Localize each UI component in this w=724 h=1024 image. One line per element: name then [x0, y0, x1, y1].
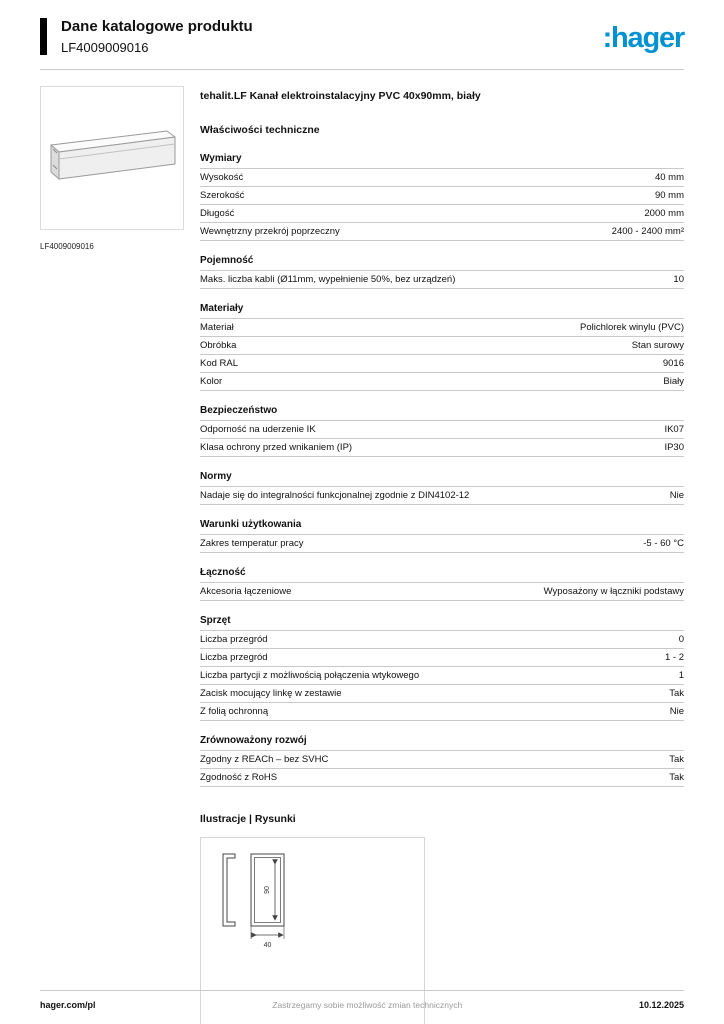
dimension-width-label: 40: [263, 942, 272, 950]
spec-row: [200, 355, 684, 373]
spec-row: [200, 439, 684, 457]
spec-section: [200, 564, 684, 601]
section-heading: Sprzęt: [200, 612, 684, 631]
spec-value: Nie: [669, 490, 684, 502]
section-heading: Zrównoważony rozwój: [200, 732, 684, 751]
product-code: LF4009009016: [61, 39, 149, 55]
footer-disclaimer: Zastrzegamy sobie możliwość zmian technicznych: [272, 1000, 463, 1010]
spec-row: [200, 187, 684, 205]
spec-row: [200, 751, 684, 769]
spec-label: Wewnętrzny przekrój poprzeczny: [200, 226, 340, 238]
spec-label: Kolor: [200, 376, 223, 388]
spec-section: [200, 468, 684, 505]
section-heading: Bezpieczeństwo: [200, 402, 684, 421]
spec-value: 9016: [662, 358, 684, 370]
header: [40, 18, 684, 55]
spec-label: Akcesoria łączeniowe: [200, 586, 292, 598]
footer-link[interactable]: hager.com/pl: [40, 1000, 96, 1010]
spec-section: [200, 732, 684, 787]
header-text-block: [61, 18, 253, 55]
spec-label: Wysokość: [200, 172, 244, 184]
footer-date: 10.12.2025: [638, 1000, 684, 1010]
spec-section: [200, 252, 684, 289]
spec-value: 10: [673, 274, 684, 286]
spec-section: [200, 300, 684, 391]
spec-row: [200, 631, 684, 649]
spec-section: [200, 612, 684, 721]
spec-row: [200, 205, 684, 223]
spec-label: Liczba przegród: [200, 652, 268, 664]
spec-value: IK07: [664, 424, 684, 436]
spec-label: Klasa ochrony przed wnikaniem (IP): [200, 442, 353, 454]
spec-row: [200, 685, 684, 703]
spec-section: [200, 516, 684, 553]
spec-row: [200, 769, 684, 787]
spec-value: 90 mm: [654, 190, 684, 202]
header-titles: [40, 18, 253, 55]
spec-value: 2400 - 2400 mm²: [611, 226, 684, 238]
spec-row: [200, 271, 684, 289]
tech-properties-heading: Właściwości techniczne: [200, 124, 320, 137]
spec-label: Zacisk mocujący linkę w zestawie: [200, 688, 342, 700]
spec-row: [200, 223, 684, 241]
spec-label: Liczba przegród: [200, 634, 268, 646]
spec-value: Tak: [669, 688, 684, 700]
spec-sections: [200, 150, 684, 787]
spec-row: [200, 667, 684, 685]
spec-section: [200, 150, 684, 241]
spec-label: Liczba partycji z możliwością połączenia wtykowego: [200, 670, 420, 682]
illustrations-heading: Ilustracje | Rysunki: [200, 813, 296, 826]
spec-label: Obróbka: [200, 340, 237, 352]
section-heading: Łączność: [200, 564, 684, 583]
footer: [40, 990, 684, 1010]
product-image: [40, 86, 184, 230]
spec-label: Nadaje się do integralności funkcjonalnej zgodnie z DIN4102-12: [200, 490, 470, 502]
section-heading: Pojemność: [200, 252, 684, 271]
spec-value: Tak: [669, 754, 684, 766]
spec-label: Kod RAL: [200, 358, 239, 370]
page-title: Dane katalogowe produktu: [61, 18, 253, 35]
product-image-column: [40, 86, 186, 251]
spec-label: Odporność na uderzenie IK: [200, 424, 316, 436]
spec-value: Biały: [663, 376, 684, 388]
trunking-illustration: [41, 87, 183, 229]
product-title: tehalit.LF Kanał elektroinstalacyjny PVC 40x90mm, biały: [200, 90, 481, 103]
spec-label: Maks. liczba kabli (Ø11mm, wypełnienie 50%, bez urządzeń): [200, 274, 456, 286]
spec-value: 2000 mm: [644, 208, 684, 220]
spec-label: Zgodny z REACh – bez SVHC: [200, 754, 329, 766]
spec-row: [200, 703, 684, 721]
main-content: [40, 86, 684, 1024]
spec-value: IP30: [664, 442, 684, 454]
hager-logo: :hager: [602, 22, 684, 54]
spec-label: Materiał: [200, 322, 234, 334]
section-heading: Wymiary: [200, 150, 684, 169]
dimension-height-label: 90: [264, 886, 271, 895]
header-accent-bar: [40, 18, 47, 55]
spec-value: Tak: [669, 772, 684, 784]
section-heading: Normy: [200, 468, 684, 487]
spec-row: [200, 421, 684, 439]
spec-section: [200, 402, 684, 457]
spec-row: [200, 649, 684, 667]
spec-label: Zgodność z RoHS: [200, 772, 278, 784]
spec-row: [200, 487, 684, 505]
spec-label: Szerokość: [200, 190, 245, 202]
spec-value: Nie: [669, 706, 684, 718]
spec-row: [200, 169, 684, 187]
spec-column: [186, 86, 684, 1024]
spec-value: 1 - 2: [664, 652, 684, 664]
spec-row: [200, 373, 684, 391]
cover-profile-outline: [223, 854, 235, 926]
spec-label: Zakres temperatur pracy: [200, 538, 304, 550]
spec-value: Stan surowy: [631, 340, 684, 352]
spec-value: 40 mm: [654, 172, 684, 184]
spec-row: [200, 535, 684, 553]
spec-value: -5 - 60 °C: [643, 538, 684, 550]
spec-label: Z folią ochronną: [200, 706, 269, 718]
spec-row: [200, 319, 684, 337]
spec-value: 1: [678, 670, 684, 682]
header-divider: [40, 69, 684, 70]
spec-row: [200, 583, 684, 601]
spec-label: Długość: [200, 208, 235, 220]
product-image-caption: LF4009009016: [40, 242, 94, 252]
spec-value: Wyposażony w łączniki podstawy: [543, 586, 684, 598]
spec-value: Polichlorek winylu (PVC): [579, 322, 684, 334]
spec-value: 0: [678, 634, 684, 646]
spec-row: [200, 337, 684, 355]
section-heading: Materiały: [200, 300, 684, 319]
section-heading: Warunki użytkowania: [200, 516, 684, 535]
